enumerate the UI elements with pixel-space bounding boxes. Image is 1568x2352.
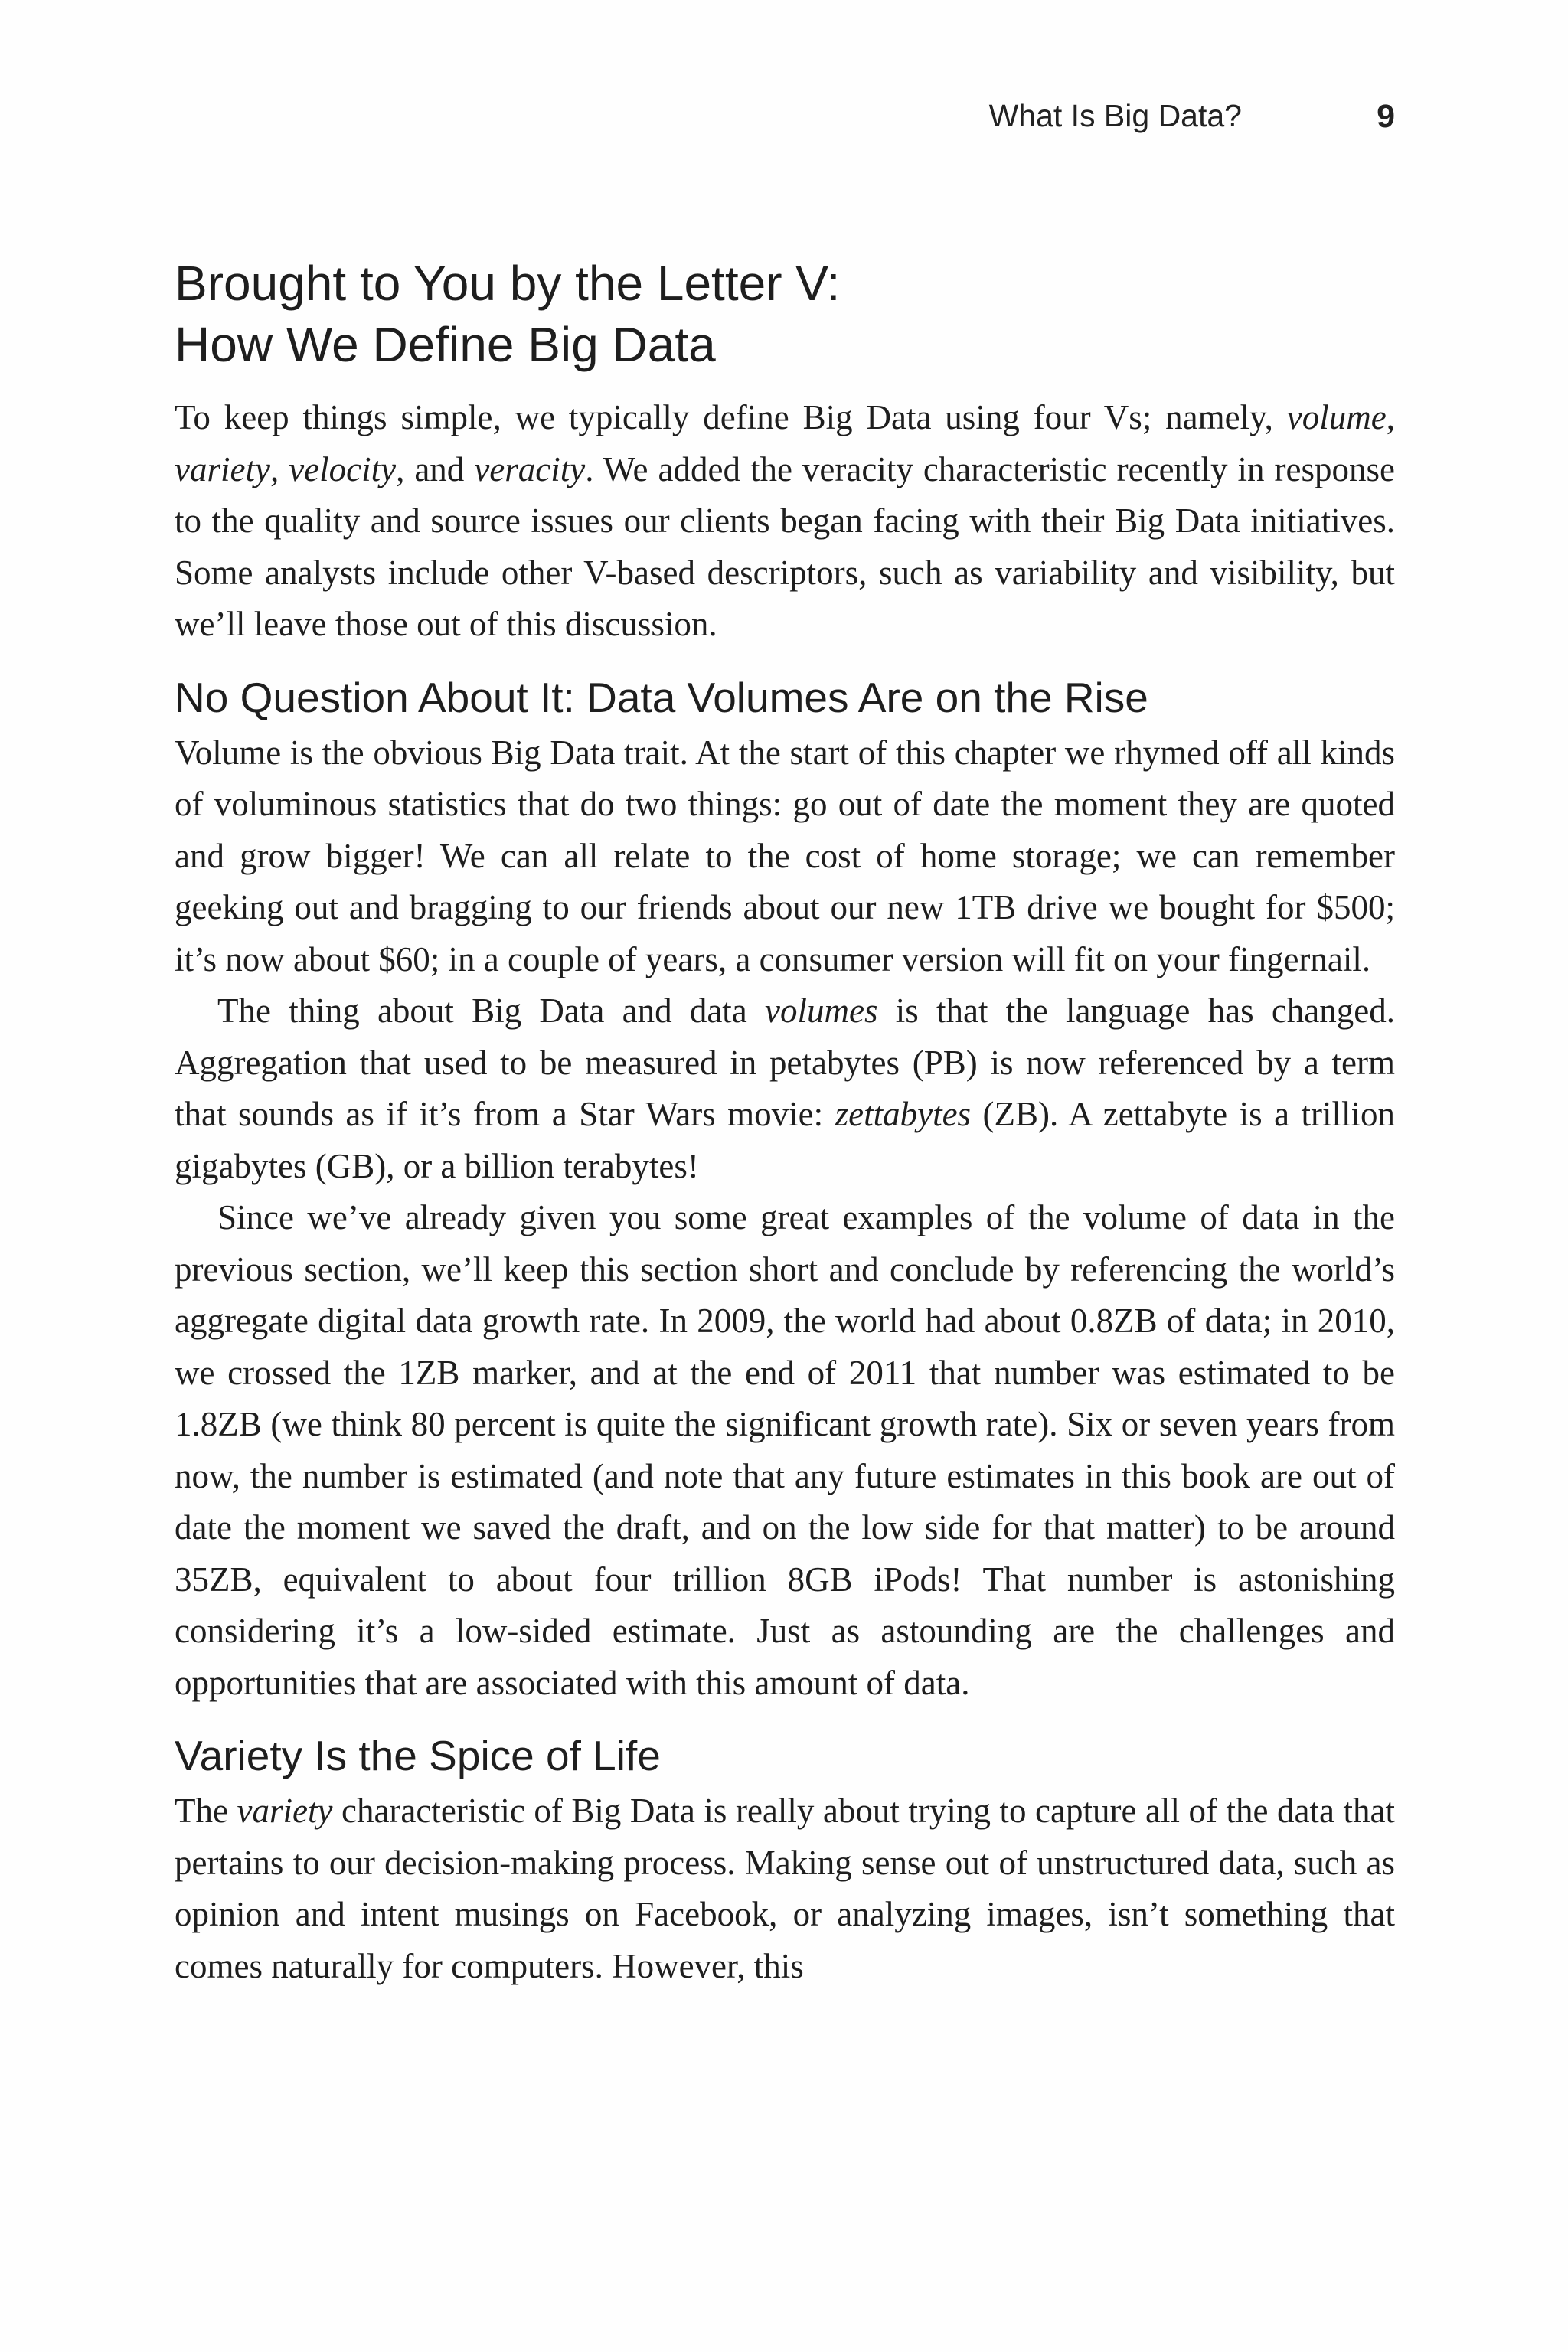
paragraph-volume-intro: Volume is the obvious Big Data trait. At the start of this chapter we rhymed off all kinds of voluminous statistics that do two things: go out of date the moment they are quoted and grow bigger! We can all relate to the cost of home storage; we can remember geeking out and bragging to our friends about our new 1TB drive we bought for $500; it’s now about $60; in a couple of years, a consumer version will fit on your fingernail. (175, 733, 1395, 978)
italic-term-zettabytes: zettabytes (835, 1095, 972, 1133)
paragraph-volume-growth: Since we’ve already given you some great examples of the volume of data in the previous section, we’ll keep this section short and conclude by referencing the world’s aggregate digital data growth rate. In 2009, the world had about 0.8ZB of data; in 2010, we crossed the 1ZB marker, and at the end of 2011 that number was estimated to be 1.8ZB (we think 80 percent is quite the significant growth rate). Six or seven years from now, the number is estimated (and note that any future estimates in this book are out of date the moment we saved the draft, and on the low side for that matter) to be around 35ZB, equivalent to about four trillion 8GB iPods! That number is astonishing considering it’s a low-sided estimate. Just as astounding are the challenges and opportunities that are associated with this amount of data. (175, 1198, 1395, 1702)
running-head-title: What Is Big Data? (988, 98, 1242, 133)
text-run: characteristic of Big Data is really about trying to capture all of the data that pertains to our decision-making process. Making sense out of unstructured data, such as opinion and intent musings on Facebook, or analyzing images, isn’t something that comes naturally for computers. However, this (175, 1792, 1395, 1985)
italic-term-variety: variety (237, 1792, 333, 1830)
section-heading-volume: No Question About It: Data Volumes Are on the Rise (175, 673, 1148, 721)
section-heading-variety: Variety Is the Spice of Life (175, 1732, 661, 1779)
page-content (175, 253, 1395, 1992)
italic-term-veracity: veracity (474, 449, 586, 488)
paragraph-four-vs (175, 392, 1395, 651)
text-run: , (1386, 398, 1395, 436)
text-run: , and (396, 449, 475, 488)
paragraph-volume-language (175, 985, 1395, 1192)
paragraph-variety-intro (175, 1785, 1395, 1992)
section-heading-define-big-data: Brought to You by the Letter V: How We Define Big Data (175, 256, 841, 372)
page-number: 9 (1377, 98, 1395, 135)
text-run: To keep things simple, we typically define Big Data using four Vs; namely, (175, 398, 1287, 436)
text-run: (ZB). A zettabyte is a trillion gigabytes (GB), or a billion terabytes! (175, 1095, 1396, 1185)
italic-term-velocity: velocity (289, 449, 397, 488)
text-run: is that the language has changed. Aggregation that used to be measured in petabytes (PB) is now referenced by a term that sounds as if it’s from a Star Wars movie: (175, 991, 1396, 1133)
running-head (175, 98, 1395, 144)
text-run: The thing about Big Data and data (217, 991, 766, 1030)
italic-term-variety: variety (175, 449, 270, 488)
text-run: The (175, 1792, 237, 1830)
italic-term-volumes: volumes (765, 991, 878, 1030)
text-run: , (270, 449, 289, 488)
italic-term-volume: volume (1286, 398, 1387, 436)
text-run: . We added the veracity characteristic recently in response to the quality and source issues our clients began facing with their Big Data initiatives. Some analysts include other V-based descriptors, such as variability and visibility, but we’ll leave those out of this discussion. (175, 449, 1395, 643)
